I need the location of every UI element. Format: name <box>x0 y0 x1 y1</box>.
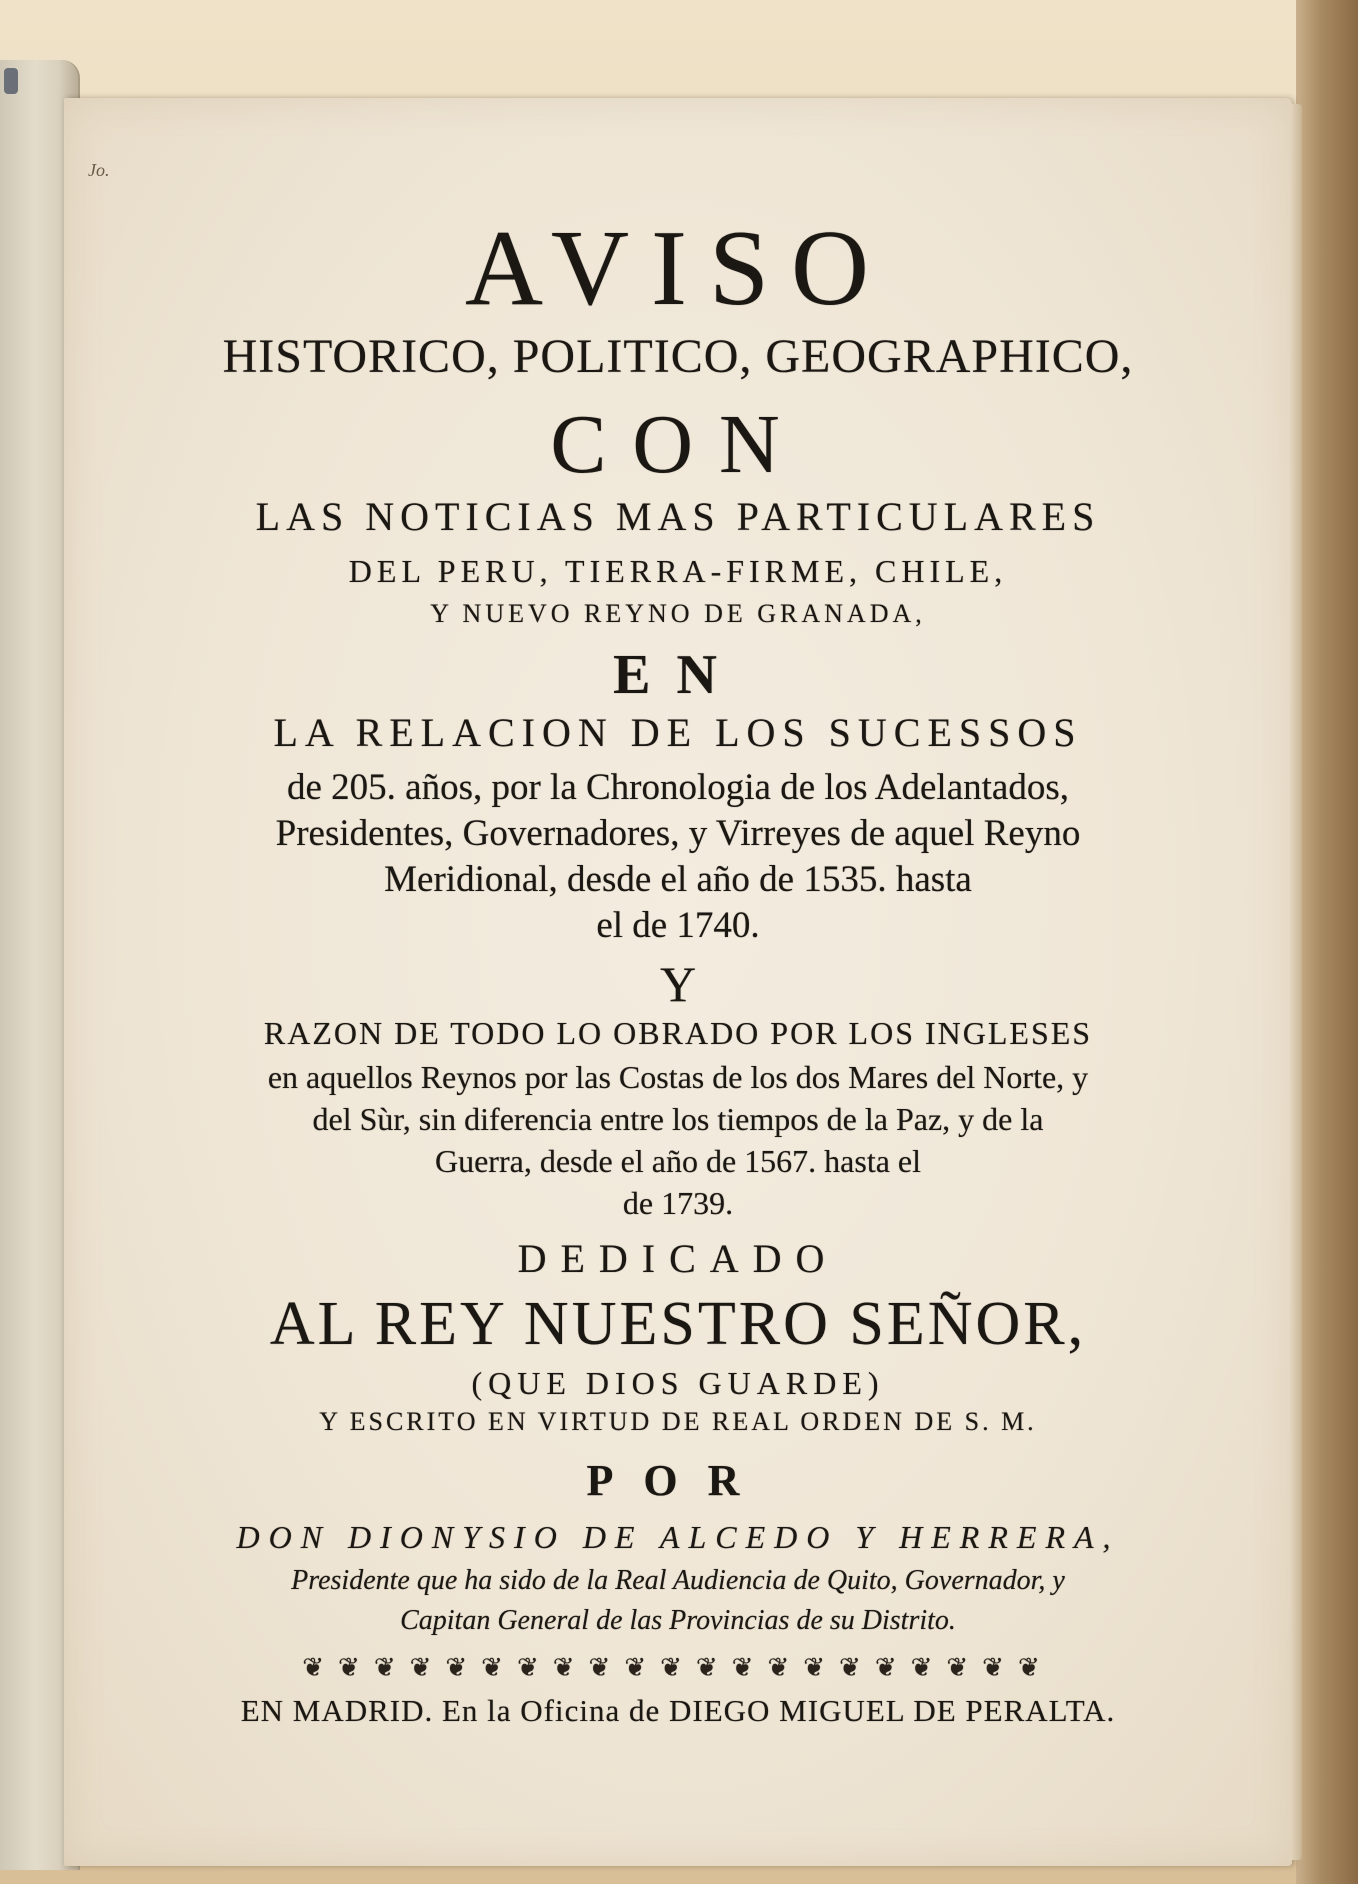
author-name: DON DIONYSIO DE ALCEDO Y HERRERA, <box>236 1519 1120 1555</box>
folio-mark: Jo. <box>88 160 110 180</box>
line-noticias: LAS NOTICIAS MAS PARTICULARES <box>255 494 1101 539</box>
line-que-dios-guarde: (QUE DIOS GUARDE) <box>471 1365 885 1401</box>
line-razon: RAZON DE TODO LO OBRADO POR LOS INGLESES <box>263 1015 1093 1051</box>
title-con: CON <box>550 398 806 491</box>
body-line-7: Guerra, desde el año de 1567. hasta el <box>434 1143 922 1179</box>
binding-nail <box>4 68 18 94</box>
author-title-1: Presidente que ha sido de la Real Audiencia de Quito, Governador, y <box>291 1565 1065 1596</box>
body-line-8: de 1739. <box>622 1185 734 1221</box>
subtitle-historico: HISTORICO, POLITICO, GEOGRAPHICO, <box>222 330 1134 383</box>
body-line-1: de 205. años, por la Chronologia de los Adelantados, <box>286 767 1069 808</box>
printers-ornament-rule: ❦❦❦❦❦❦❦❦❦❦❦❦❦❦❦❦❦❦❦❦❦ <box>302 1653 1054 1682</box>
line-dedicado: DEDICADO <box>517 1236 839 1281</box>
line-reyno: Y NUEVO REYNO DE GRANADA, <box>430 599 926 628</box>
line-peru: DEL PERU, TIERRA-FIRME, CHILE, <box>348 553 1008 589</box>
title-por: POR <box>586 1456 770 1505</box>
imprint-line: EN MADRID. En la Oficina de DIEGO MIGUEL DE PERALTA. <box>240 1693 1116 1728</box>
title-en: EN <box>613 644 743 706</box>
body-line-6: del Sùr, sin diferencia entre los tiempos de la Paz, y de la <box>312 1101 1044 1137</box>
title-y: Y <box>659 956 697 1012</box>
title-page-text <box>64 205 1292 1739</box>
body-line-2: Presidentes, Governadores, y Virreyes de aquel Reyno <box>275 813 1081 854</box>
line-escrito: Y ESCRITO EN VIRTUD DE REAL ORDEN DE S. M. <box>319 1407 1037 1436</box>
author-title-2: Capitan General de las Provincias de su Distrito. <box>400 1605 956 1636</box>
title-aviso: AVISO <box>464 209 892 328</box>
body-line-5: en aquellos Reynos por las Costas de los dos Mares del Norte, y <box>267 1059 1089 1095</box>
body-line-3: Meridional, desde el año de 1535. hasta <box>384 859 972 900</box>
table-surface <box>1296 0 1358 1884</box>
line-relacion: LA RELACION DE LOS SUCESSOS <box>273 710 1083 755</box>
line-al-rey: AL REY NUESTRO SEÑOR, <box>269 1290 1087 1358</box>
body-line-4: el de 1740. <box>596 905 760 946</box>
